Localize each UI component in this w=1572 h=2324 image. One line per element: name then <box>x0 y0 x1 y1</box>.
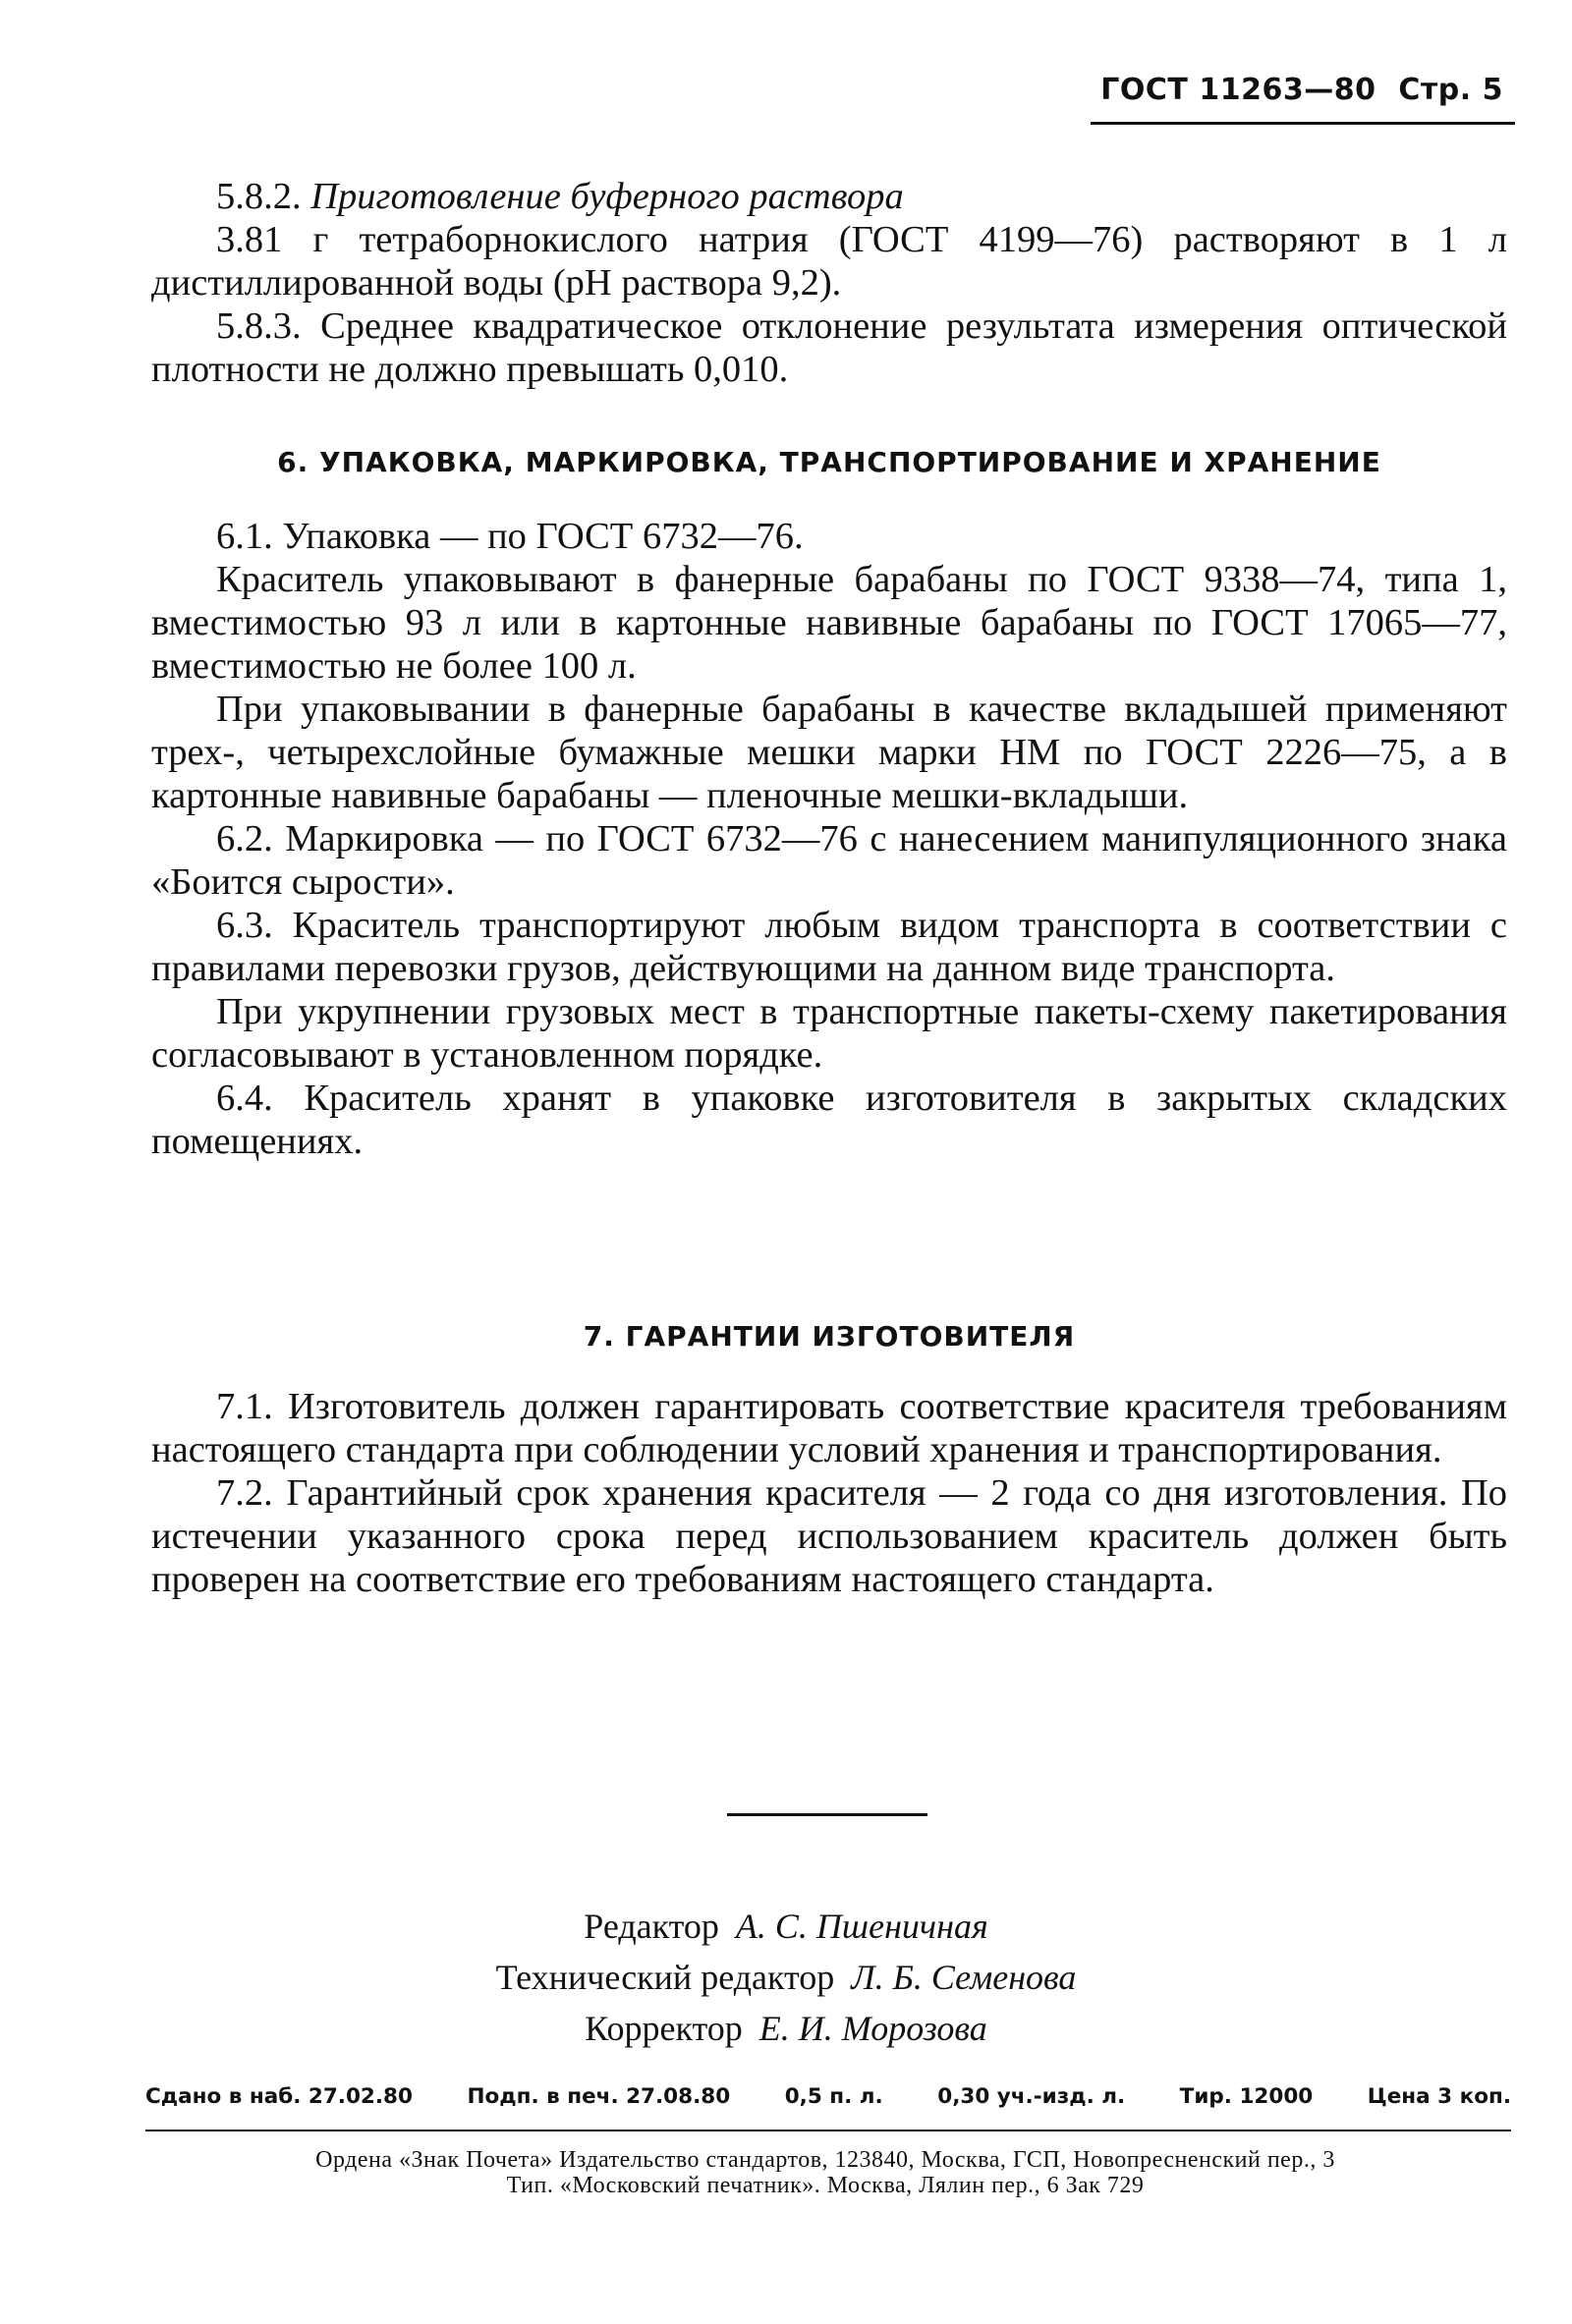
footer-rule <box>145 2130 1511 2131</box>
paragraph-6-3-packets: При укрупнении грузовых мест в транспортные пакеты-схему пакетирования согласовывают в установленном порядке. <box>151 991 1507 1076</box>
printer-line: Тип. «Московский печатник». Москва, Лялин пер., 6 Зак 729 <box>506 2173 1145 2198</box>
imprint-price: Цена 3 коп. <box>1367 2084 1511 2109</box>
imprint-line <box>145 2084 1511 2109</box>
credit-role: Технический редактор <box>495 1958 835 1997</box>
imprint-sheets: 0,5 п. л. <box>784 2084 883 2109</box>
section-7-title: 7. ГАРАНТИИ ИЗГОТОВИТЕЛЯ <box>583 1320 1076 1353</box>
page-number: Стр. 5 <box>1398 73 1503 107</box>
credit-name: А. С. Пшеничная <box>735 1907 988 1946</box>
credit-role: Редактор <box>584 1907 719 1946</box>
paragraph-6-1-packing: Краситель упаковывают в фанерные барабаны по ГОСТ 9338—74, типа 1, вместимостью 93 л или в картонные навивные барабаны по ГОСТ 17065—77, вместимостью не более 100 л. <box>151 559 1507 687</box>
paragraph-6-1-liners: При упаковывании в фанерные барабаны в качестве вкладышей применяют трех-, четырехслойные бумажные мешки марки НМ по ГОСТ 2226—75, а в картонные навивные барабаны — пленочные мешки-вкладыши. <box>151 689 1507 816</box>
paragraph-5-8-2-body: 3.81 г тетраборнокислого натрия (ГОСТ 4199—76) растворяют в 1 л дистиллированной воды (pH раствора 9,2). <box>151 219 1507 304</box>
paragraph-7-1: 7.1. Изготовитель должен гарантировать соответствие красителя требованиям настоящего стандарта при соблюдении условий хранения и транспортирования. <box>151 1386 1507 1470</box>
publisher-line: Ордена «Знак Почета» Издательство стандартов, 123840, Москва, ГСП, Новопресненский пер., 3 <box>315 2147 1335 2173</box>
paragraph-number: 5.8.2. <box>216 176 302 217</box>
credit-name: Л. Б. Семенова <box>851 1958 1077 1997</box>
running-head <box>1081 73 1503 107</box>
paragraph-6-2: 6.2. Маркировка — по ГОСТ 6732—76 с нанесением манипуляционного знака «Боится сырости». <box>151 818 1507 903</box>
header-rule <box>1091 122 1515 125</box>
section-5-8 <box>151 175 1507 391</box>
section-6 <box>151 515 1507 1163</box>
paragraph-6-4: 6.4. Краситель хранят в упаковке изготовителя в закрытых складских помещениях. <box>151 1078 1507 1162</box>
paragraph-7-2: 7.2. Гарантийный срок хранения красителя — 2 года со дня изготовления. По истечении указанного срока перед использованием краситель должен быть проверен на соответствие его требованиям настоящего стандарта. <box>151 1472 1507 1600</box>
imprint-signed: Подп. в печ. 27.08.80 <box>467 2084 731 2109</box>
credit-editor <box>295 1901 1277 1952</box>
credit-proofreader <box>295 2003 1277 2054</box>
section-6-title: 6. УПАКОВКА, МАРКИРОВКА, ТРАНСПОРТИРОВАНИЕ И ХРАНЕНИЕ <box>277 446 1381 478</box>
imprint-submitted: Сдано в наб. 27.02.80 <box>145 2084 413 2109</box>
credit-role: Корректор <box>585 2009 743 2048</box>
end-of-text-rule <box>727 1813 927 1816</box>
paragraph-6-3: 6.3. Краситель транспортируют любым видом транспорта в соответствии с правилами перевозки грузов, действующими на данном виде транспорта. <box>151 905 1507 989</box>
paragraph-title: Приготовление буферного раствора <box>310 176 904 217</box>
publisher-footer <box>118 2147 1533 2198</box>
credit-name: Е. И. Морозова <box>758 2009 987 2048</box>
section-7 <box>151 1385 1507 1601</box>
paragraph-5-8-2-heading <box>151 175 1507 218</box>
credits <box>295 1901 1277 2054</box>
standard-number: ГОСТ 11263—80 <box>1100 73 1376 107</box>
credit-technical-editor <box>295 1952 1277 2003</box>
imprint-publisher-sheets: 0,30 уч.-изд. л. <box>937 2084 1126 2109</box>
paragraph-6-1: 6.1. Упаковка — по ГОСТ 6732—76. <box>216 516 804 557</box>
imprint-print-run: Тир. 12000 <box>1179 2084 1314 2109</box>
paragraph-5-8-3: 5.8.3. Среднее квадратическое отклонение результата измерения оптической плотности не должно превышать 0,010. <box>151 305 1507 390</box>
